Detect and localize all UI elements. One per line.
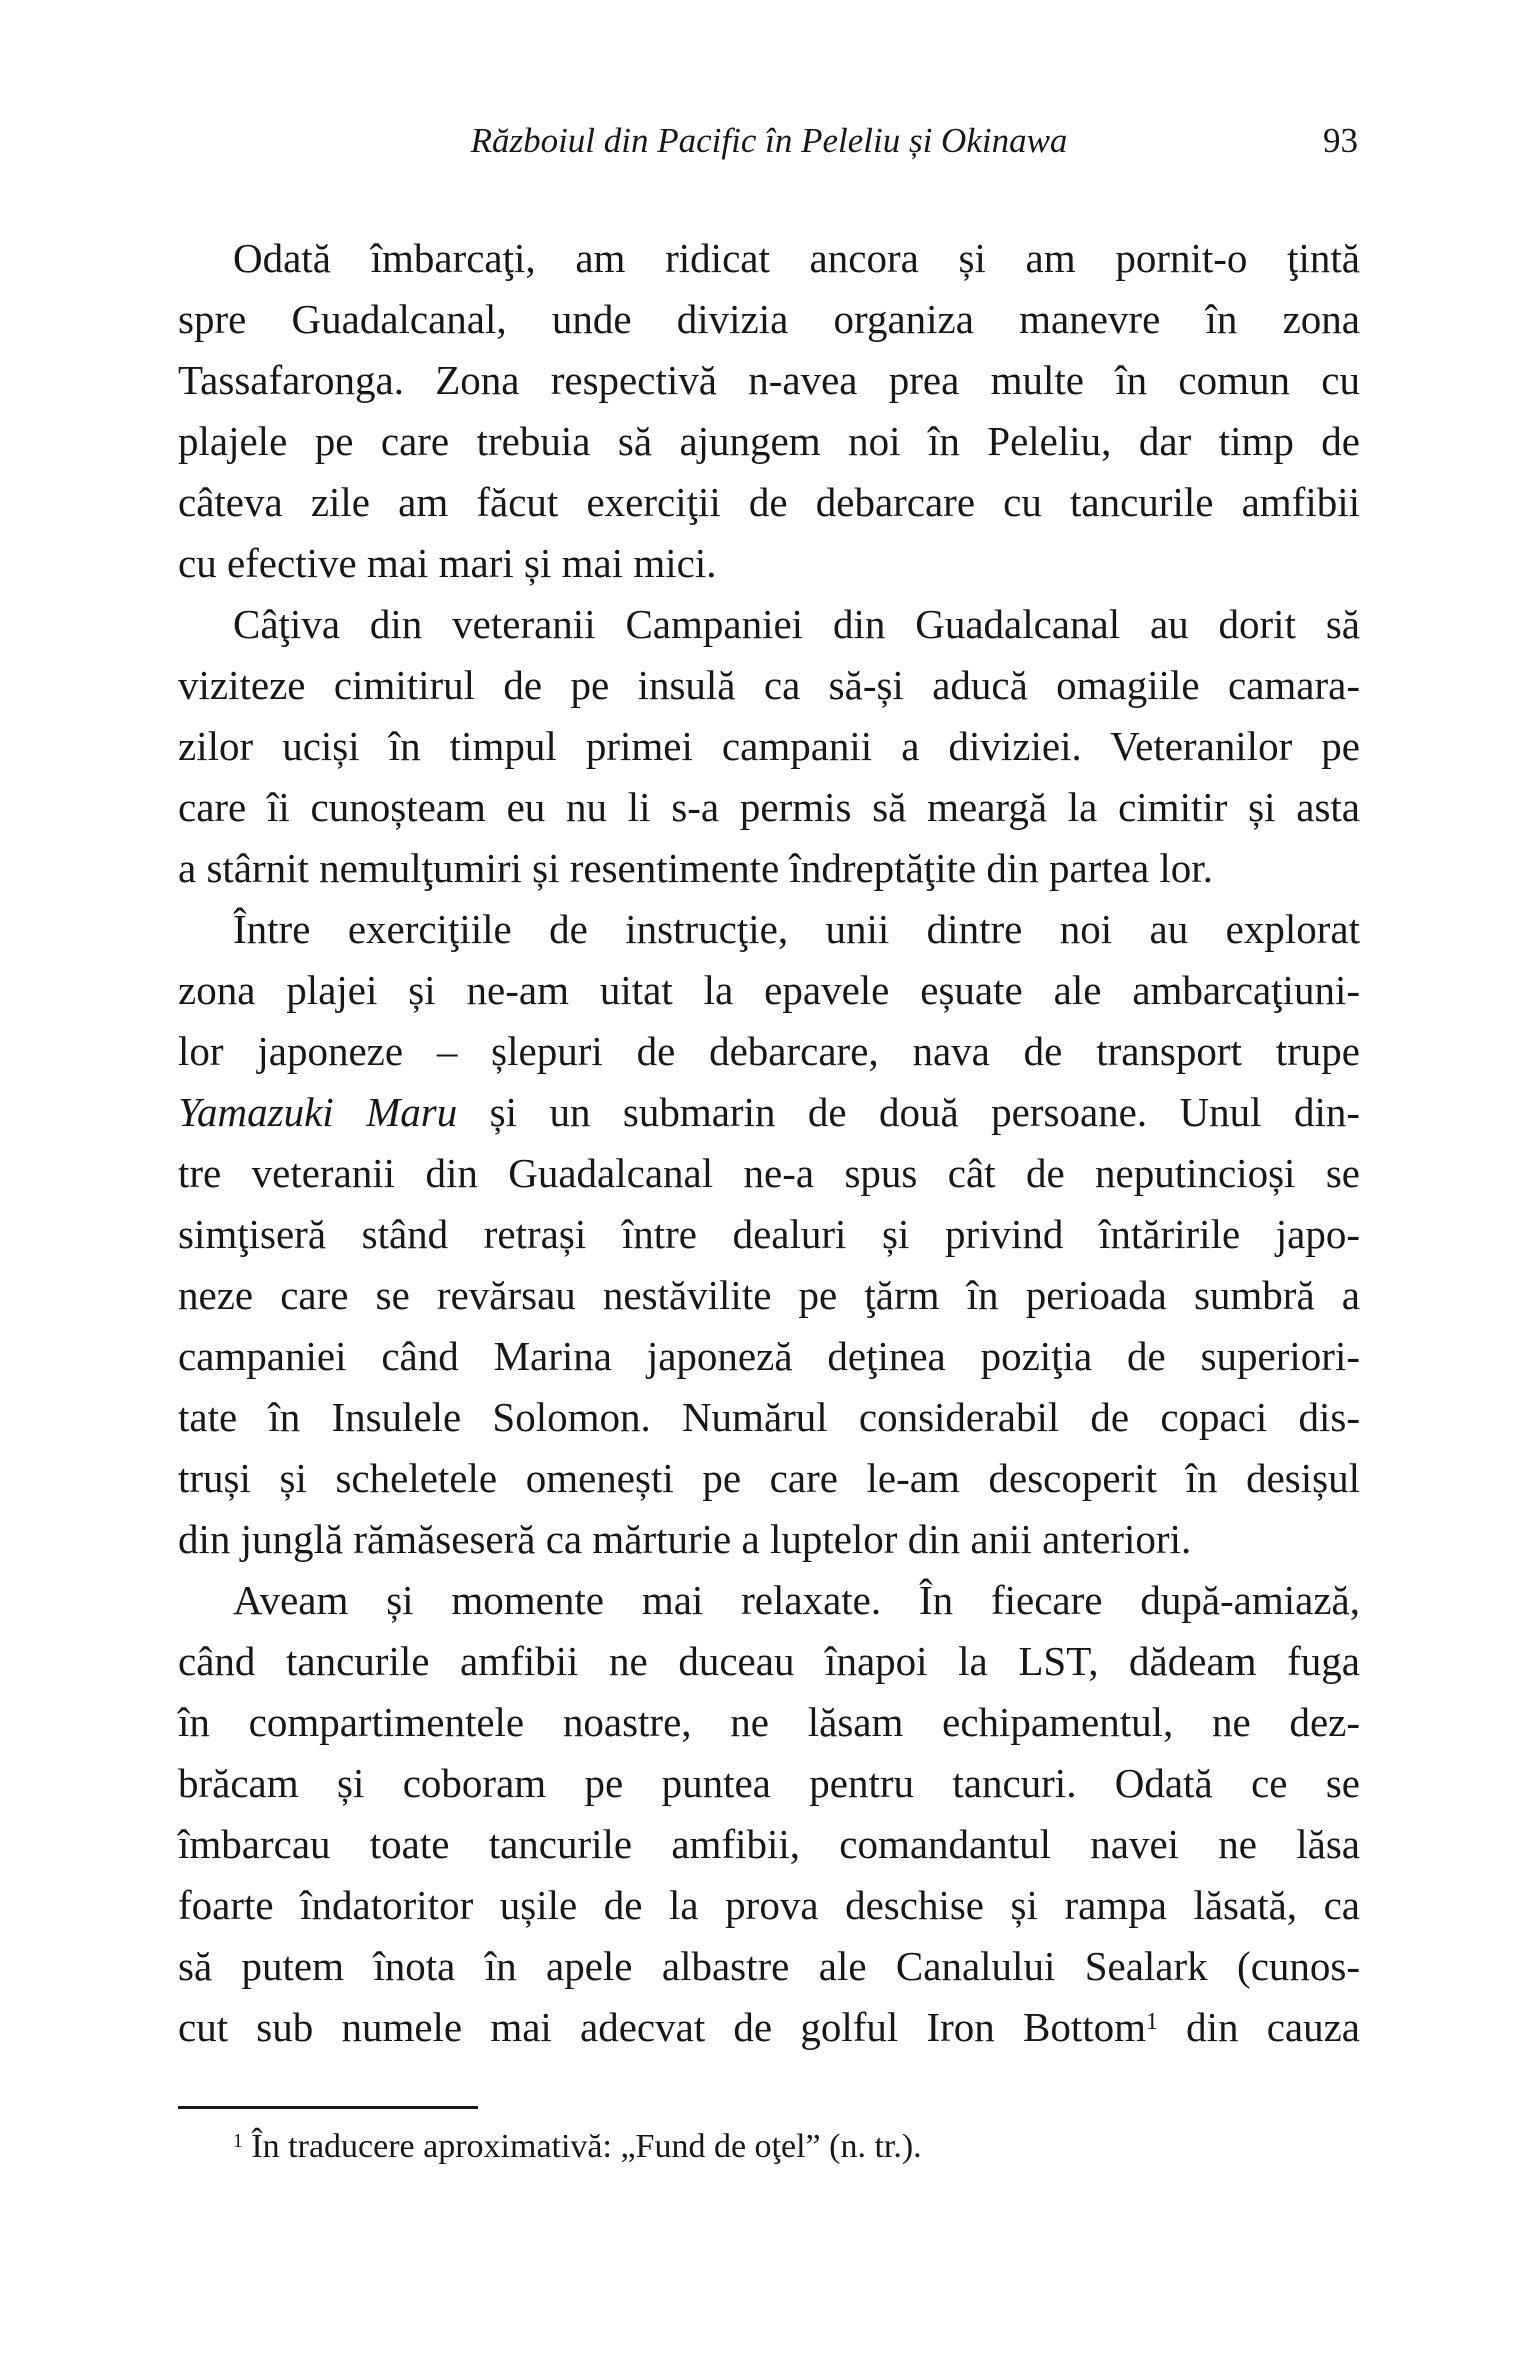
text-segment: îmbarcau toate tancurile amfibii, comandantul navei ne lăsa (178, 1821, 1360, 1867)
text-segment: tate în Insulele Solomon. Numărul considerabil de copaci dis- (178, 1394, 1360, 1440)
text-segment: cut sub numele mai adecvat de golful Iron Bottom (178, 2004, 1146, 2050)
text-segment: tre veteranii din Guadalcanal ne-a spus cât de neputincioși se (178, 1150, 1360, 1196)
text-line (178, 1936, 1360, 1997)
text-segment: zilor uciși în timpul primei campanii a diviziei. Veteranilor pe (178, 723, 1360, 769)
text-line (178, 1814, 1360, 1875)
text-line (178, 533, 1360, 594)
text-segment: zona plajei și ne-am uitat la epavele eșuate ale ambarcaţiuni- (178, 967, 1360, 1013)
text-line (178, 1509, 1360, 1570)
text-segment: spre Guadalcanal, unde divizia organiza manevre în zona (178, 296, 1360, 342)
text-segment: să putem înota în apele albastre ale Canalului Sealark (cunos- (178, 1943, 1360, 1989)
text-segment: Yamazuki Maru (178, 1089, 458, 1135)
text-segment: cu efective mai mari și mai mici. (178, 540, 717, 586)
text-segment: și un submarin de două persoane. Unul din- (457, 1089, 1360, 1135)
text-line (178, 1448, 1360, 1509)
text-segment: Câţiva din veteranii Campaniei din Guadalcanal au dorit să (233, 601, 1360, 647)
text-segment: a stârnit nemulţumiri și resentimente îndreptăţite din partea lor. (178, 845, 1213, 891)
text-line (178, 350, 1360, 411)
body-text (178, 228, 1360, 2058)
text-line (178, 1387, 1360, 1448)
page-number: 93 (1323, 121, 1358, 160)
running-head-title: Războiul din Pacific în Peleliu și Okinawa (470, 121, 1068, 160)
text-line (178, 1204, 1360, 1265)
text-segment: Tassafaronga. Zona respectivă n-avea prea multe în comun cu (178, 357, 1360, 403)
text-segment: câteva zile am făcut exerciţii de debarcare cu tancurile amfibii (178, 479, 1360, 525)
text-line (178, 1326, 1360, 1387)
text-line (178, 1570, 1360, 1631)
text-line (178, 1997, 1360, 2058)
text-segment: din cauza (1157, 2004, 1360, 2050)
text-segment: Odată îmbarcaţi, am ridicat ancora și am pornit-o ţintă (233, 235, 1360, 281)
text-segment: în compartimentele noastre, ne lăsam echipamentul, ne dez- (178, 1699, 1360, 1745)
text-line (178, 411, 1360, 472)
text-line (178, 716, 1360, 777)
text-segment: campaniei când Marina japoneză deţinea poziţia de superiori- (178, 1333, 1360, 1379)
text-line (178, 1631, 1360, 1692)
text-line (178, 289, 1360, 350)
text-segment: când tancurile amfibii ne duceau înapoi la LST, dădeam fuga (178, 1638, 1360, 1684)
text-line (178, 899, 1360, 960)
text-line (178, 472, 1360, 533)
footnote-rule (178, 2106, 478, 2109)
footnote-reference: 1 (1146, 2009, 1158, 2036)
text-line (178, 838, 1360, 899)
text-segment: foarte îndatoritor ușile de la prova deschise și rampa lăsată, ca (178, 1882, 1360, 1928)
text-segment: brăcam și coboram pe puntea pentru tancuri. Odată ce se (178, 1760, 1360, 1806)
text-segment: simţiseră stând retrași între dealuri și privind întăririle japo- (178, 1211, 1360, 1257)
text-line (178, 1875, 1360, 1936)
text-line (178, 1082, 1360, 1143)
text-line (178, 1692, 1360, 1753)
text-segment: Între exerciţiile de instrucţie, unii dintre noi au explorat (233, 906, 1360, 952)
text-segment: Aveam și momente mai relaxate. În fiecare după-amiază, (233, 1577, 1360, 1623)
text-line (178, 655, 1360, 716)
text-line (178, 228, 1360, 289)
text-segment: din junglă rămăseseră ca mărturie a luptelor din anii anteriori. (178, 1516, 1192, 1562)
text-line (178, 1265, 1360, 1326)
text-segment: truși și scheletele omenești pe care le-am descoperit în desișul (178, 1455, 1360, 1501)
text-segment: neze care se revărsau nestăvilite pe ţărm în perioada sumbră a (178, 1272, 1360, 1318)
text-segment: plajele pe care trebuia să ajungem noi în Peleliu, dar timp de (178, 418, 1360, 464)
text-line (178, 594, 1360, 655)
text-segment: viziteze cimitirul de pe insulă ca să-și aducă omagiile camara- (178, 662, 1360, 708)
footnote-marker: 1 (233, 2130, 243, 2153)
text-line (178, 1143, 1360, 1204)
text-line (178, 1753, 1360, 1814)
text-line (178, 777, 1360, 838)
page-header (178, 116, 1360, 166)
footnote (178, 2124, 1360, 2170)
text-line (178, 960, 1360, 1021)
text-segment: lor japoneze – șlepuri de debarcare, nava de transport trupe (178, 1028, 1360, 1074)
footnote-text-content: În traducere aproximativă: „Fund de oţel” (n. tr.). (251, 2128, 922, 2165)
text-line (178, 1021, 1360, 1082)
text-segment: care îi cunoșteam eu nu li s-a permis să meargă la cimitir și asta (178, 784, 1360, 830)
